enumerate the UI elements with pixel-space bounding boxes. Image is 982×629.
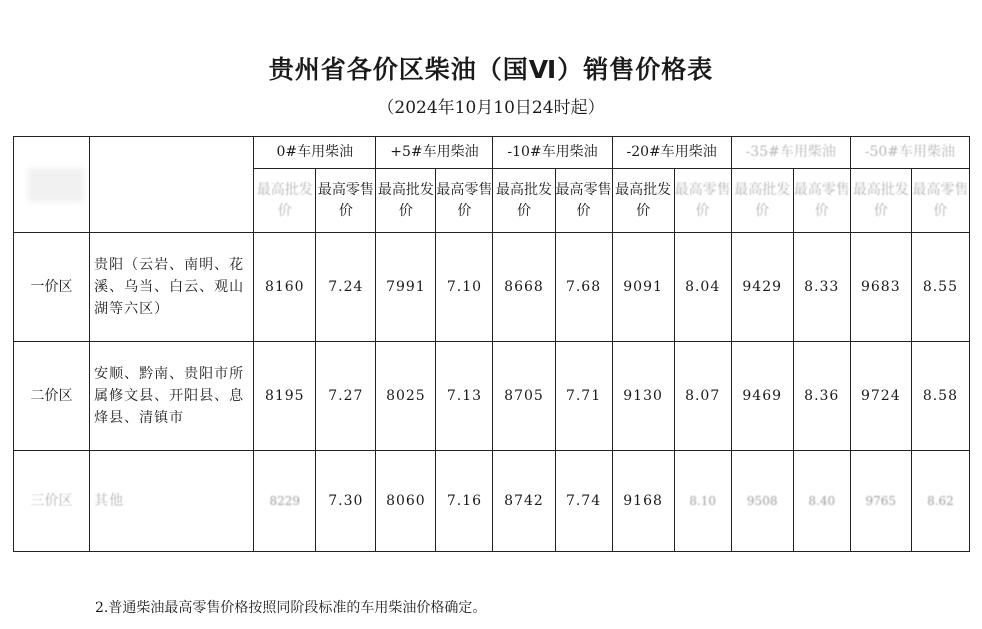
price-cell: 9469 bbox=[731, 342, 793, 451]
sub-header-wholesale: 最高批发价 bbox=[612, 169, 674, 233]
price-cell: 9130 bbox=[612, 342, 674, 451]
price-cell: 7.68 bbox=[555, 233, 612, 342]
price-cell: 9765 bbox=[850, 451, 911, 552]
zone-header-cell bbox=[14, 137, 90, 233]
price-cell: 7.10 bbox=[436, 233, 493, 342]
table-row bbox=[14, 233, 970, 342]
sub-header-retail: 最高零售价 bbox=[436, 169, 493, 233]
group-header-5: -50#车用柴油 bbox=[850, 137, 969, 169]
area-label: 贵阳（云岩、南明、花溪、乌当、白云、观山湖等六区） bbox=[90, 233, 254, 342]
price-cell: 8.62 bbox=[911, 451, 969, 552]
price-cell: 8.55 bbox=[911, 233, 969, 342]
price-cell: 7.16 bbox=[436, 451, 493, 552]
page-subtitle: （2024年10月10日24时起） bbox=[377, 98, 605, 118]
sub-header-wholesale: 最高批发价 bbox=[376, 169, 436, 233]
price-cell: 8705 bbox=[493, 342, 555, 451]
sub-header-retail: 最高零售价 bbox=[793, 169, 850, 233]
price-cell: 9683 bbox=[850, 233, 911, 342]
price-cell: 8668 bbox=[493, 233, 555, 342]
zone-label: 二价区 bbox=[14, 342, 90, 451]
area-header-cell bbox=[90, 137, 254, 233]
group-header-2: -10#车用柴油 bbox=[493, 137, 612, 169]
price-cell: 7991 bbox=[376, 233, 436, 342]
price-cell: 7.13 bbox=[436, 342, 493, 451]
price-cell: 9508 bbox=[731, 451, 793, 552]
area-label: 安顺、黔南、贵阳市所属修文县、开阳县、息烽县、清镇市 bbox=[90, 342, 254, 451]
price-cell: 7.27 bbox=[316, 342, 376, 451]
group-header-3: -20#车用柴油 bbox=[612, 137, 731, 169]
sub-header-wholesale: 最高批发价 bbox=[493, 169, 555, 233]
sub-header-retail: 最高零售价 bbox=[911, 169, 969, 233]
price-cell: 7.30 bbox=[316, 451, 376, 552]
price-cell: 8195 bbox=[254, 342, 316, 451]
group-header-0: 0#车用柴油 bbox=[254, 137, 376, 169]
sub-header-wholesale: 最高批发价 bbox=[254, 169, 316, 233]
price-cell: 8.40 bbox=[793, 451, 850, 552]
price-cell: 8.10 bbox=[674, 451, 731, 552]
zone-label: 一价区 bbox=[14, 233, 90, 342]
price-cell: 8.36 bbox=[793, 342, 850, 451]
price-cell: 8742 bbox=[493, 451, 555, 552]
table-row bbox=[14, 342, 970, 451]
group-header-1: +5#车用柴油 bbox=[376, 137, 493, 169]
sub-header-wholesale: 最高批发价 bbox=[850, 169, 911, 233]
price-cell: 8.04 bbox=[674, 233, 731, 342]
price-table bbox=[13, 136, 970, 552]
area-label: 其他 bbox=[90, 451, 254, 552]
price-cell: 8.07 bbox=[674, 342, 731, 451]
page-title: 贵州省各价区柴油（国Ⅵ）销售价格表 bbox=[268, 55, 714, 84]
footnote: 2.普通柴油最高零售价格按照同阶段标准的车用柴油价格确定。 bbox=[95, 600, 487, 616]
table-row bbox=[14, 451, 970, 552]
group-header-4: -35#车用柴油 bbox=[731, 137, 850, 169]
price-cell: 9429 bbox=[731, 233, 793, 342]
price-cell: 7.74 bbox=[555, 451, 612, 552]
price-cell: 7.24 bbox=[316, 233, 376, 342]
sub-header-retail: 最高零售价 bbox=[316, 169, 376, 233]
price-cell: 8229 bbox=[254, 451, 316, 552]
price-cell: 7.71 bbox=[555, 342, 612, 451]
price-cell: 8.33 bbox=[793, 233, 850, 342]
price-cell: 9091 bbox=[612, 233, 674, 342]
price-cell: 9724 bbox=[850, 342, 911, 451]
sub-header-retail: 最高零售价 bbox=[674, 169, 731, 233]
price-cell: 8.58 bbox=[911, 342, 969, 451]
sub-header-wholesale: 最高批发价 bbox=[731, 169, 793, 233]
zone-label: 三价区 bbox=[14, 451, 90, 552]
price-cell: 9168 bbox=[612, 451, 674, 552]
price-cell: 8060 bbox=[376, 451, 436, 552]
sub-header-retail: 最高零售价 bbox=[555, 169, 612, 233]
price-cell: 8025 bbox=[376, 342, 436, 451]
price-cell: 8160 bbox=[254, 233, 316, 342]
group-header-row bbox=[14, 137, 970, 169]
